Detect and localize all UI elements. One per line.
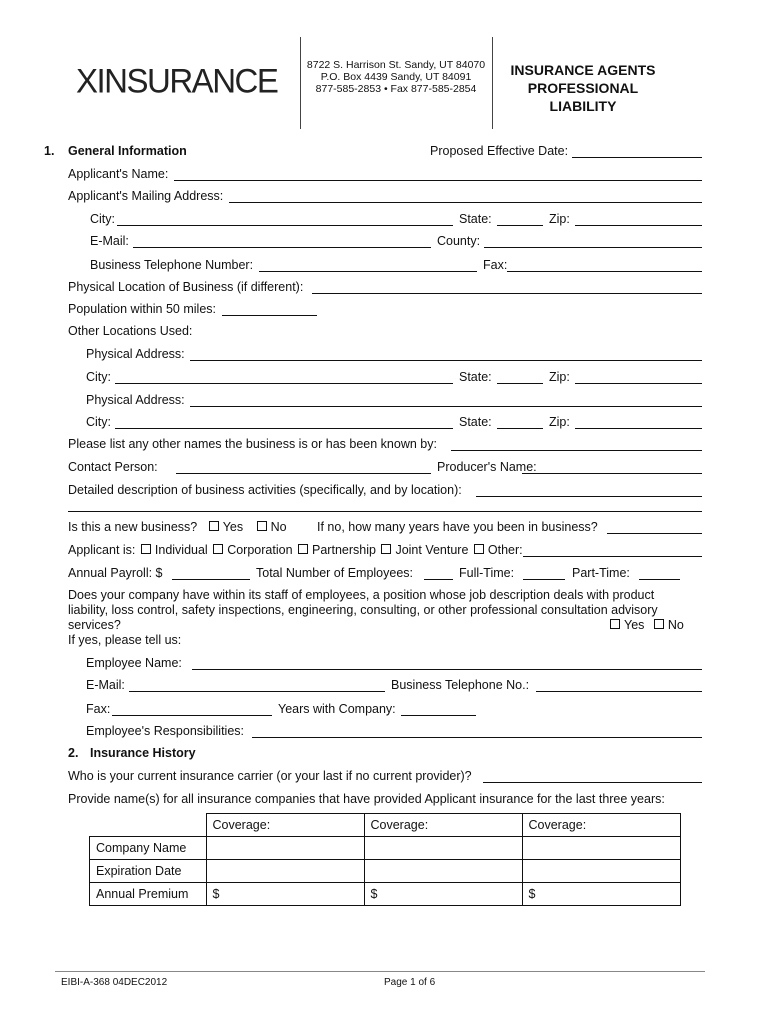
- part-time-field[interactable]: [639, 579, 680, 580]
- city-field-2[interactable]: [115, 383, 453, 384]
- table-row: [90, 837, 681, 860]
- form-id: EIBI-A-368 04DEC2012: [61, 977, 168, 988]
- city-field[interactable]: [117, 225, 453, 226]
- business-phone-no-label: Business Telephone No.:: [391, 678, 530, 692]
- total-employees-label: Total Number of Employees:: [256, 566, 414, 580]
- state-label: State:: [459, 212, 492, 226]
- physical-address-label-1: Physical Address:: [86, 347, 185, 361]
- expiration-date-cell-3[interactable]: [522, 860, 680, 883]
- population-label: Population within 50 miles:: [68, 302, 216, 316]
- company-logo: XINSURANCE: [76, 61, 278, 100]
- provide-names-label: Provide name(s) for all insurance companies that have provided Applicant insurance for the last three years:: [68, 792, 665, 806]
- physical-location-label: Physical Location of Business (if different):: [68, 280, 304, 294]
- new-business-no-label: No: [270, 520, 287, 534]
- mailing-address-label: Applicant's Mailing Address:: [68, 189, 224, 203]
- other-label: Other:: [487, 543, 523, 557]
- part-time-label: Part-Time:: [572, 566, 630, 580]
- partnership-label: Partnership: [312, 543, 376, 557]
- city-field-3[interactable]: [115, 428, 453, 429]
- table-row: [90, 883, 681, 906]
- contact-person-field[interactable]: [176, 473, 431, 474]
- contact-person-label: Contact Person:: [68, 460, 158, 474]
- staff-question-line-1: Does your company have within its staff of employees, a position whose job description deals with product: [68, 588, 655, 602]
- new-business-yes-label: Yes: [222, 520, 244, 534]
- producers-name-field[interactable]: [522, 473, 702, 474]
- section2-heading: Insurance History: [90, 746, 196, 760]
- employee-email-field[interactable]: [129, 691, 385, 692]
- zip-field-3[interactable]: [575, 428, 702, 429]
- years-in-business-label: If no, how many years have you been in business?: [317, 520, 598, 534]
- employee-fax-field[interactable]: [112, 715, 272, 716]
- coverage-header-1: Coverage:: [206, 814, 364, 837]
- coverage-header-2: Coverage:: [364, 814, 522, 837]
- state-field-2[interactable]: [497, 383, 543, 384]
- other-checkbox[interactable]: [474, 544, 484, 554]
- proposed-date-label: Proposed Effective Date:: [430, 144, 569, 158]
- expiration-date-cell-1[interactable]: [206, 860, 364, 883]
- new-business-yes-checkbox[interactable]: [209, 521, 219, 531]
- annual-payroll-field[interactable]: [172, 579, 250, 580]
- new-business-question: [68, 520, 287, 534]
- header-divider-left: [300, 37, 301, 129]
- business-phone-label: Business Telephone Number:: [90, 258, 254, 272]
- physical-location-field[interactable]: [312, 293, 702, 294]
- staff-question-options: [608, 618, 684, 632]
- address-line-1: 8722 S. Harrison St. Sandy, UT 84070: [306, 59, 486, 71]
- section1-heading: General Information: [68, 144, 187, 158]
- other-names-field[interactable]: [451, 450, 702, 451]
- years-in-business-field[interactable]: [607, 533, 702, 534]
- address-line-3: 877-585-2853 • Fax 877-585-2854: [315, 83, 477, 95]
- coverage-header-3: Coverage:: [522, 814, 680, 837]
- full-time-field[interactable]: [523, 579, 565, 580]
- state-field[interactable]: [497, 225, 543, 226]
- physical-address-field-1[interactable]: [190, 360, 702, 361]
- annual-premium-cell-2[interactable]: $: [364, 883, 522, 906]
- business-phone-field[interactable]: [259, 271, 477, 272]
- email-field[interactable]: [133, 247, 431, 248]
- zip-label-2: Zip:: [549, 370, 570, 384]
- physical-address-field-2[interactable]: [190, 406, 702, 407]
- proposed-date-field[interactable]: [572, 157, 702, 158]
- employee-email-label: E-Mail:: [86, 678, 125, 692]
- population-field[interactable]: [222, 315, 317, 316]
- annual-premium-cell-1[interactable]: $: [206, 883, 364, 906]
- individual-checkbox[interactable]: [141, 544, 151, 554]
- employee-name-label: Employee Name:: [86, 656, 182, 670]
- applicant-type-row: [68, 543, 523, 557]
- business-phone-no-field[interactable]: [536, 691, 702, 692]
- form-title: [500, 61, 666, 115]
- row-label-annual-premium: Annual Premium: [90, 883, 207, 906]
- staff-no-label: No: [667, 618, 684, 632]
- annual-premium-cell-3[interactable]: $: [522, 883, 680, 906]
- current-carrier-field[interactable]: [483, 782, 702, 783]
- row-label-company-name: Company Name: [90, 837, 207, 860]
- producers-name-label: Producer's Name:: [437, 460, 537, 474]
- zip-field-2[interactable]: [575, 383, 702, 384]
- company-name-cell-3[interactable]: [522, 837, 680, 860]
- staff-yes-label: Yes: [624, 618, 645, 632]
- years-with-company-label: Years with Company:: [278, 702, 396, 716]
- section1-number: 1.: [44, 144, 55, 158]
- row-label-expiration-date: Expiration Date: [90, 860, 207, 883]
- company-name-cell-2[interactable]: [364, 837, 522, 860]
- page-number: Page 1 of 6: [384, 977, 436, 988]
- zip-label-3: Zip:: [549, 415, 570, 429]
- staff-yes-checkbox[interactable]: [610, 619, 620, 629]
- staff-no-checkbox[interactable]: [654, 619, 664, 629]
- fax-field[interactable]: [507, 271, 702, 272]
- company-name-cell-1[interactable]: [206, 837, 364, 860]
- county-label: County:: [437, 234, 481, 248]
- staff-question-line-2: liability, loss control, safety inspections, engineering, consulting, or other professional consultation advisory: [68, 603, 658, 617]
- partnership-checkbox[interactable]: [298, 544, 308, 554]
- applicant-is-label: Applicant is:: [68, 543, 136, 557]
- applicant-name-label: Applicant's Name:: [68, 167, 169, 181]
- if-yes-label: If yes, please tell us:: [68, 633, 182, 647]
- new-business-label: Is this a new business?: [68, 520, 198, 534]
- state-label-2: State:: [459, 370, 492, 384]
- state-field-3[interactable]: [497, 428, 543, 429]
- detailed-description-field[interactable]: [476, 496, 702, 497]
- employee-responsibilities-field[interactable]: [252, 737, 702, 738]
- joint-venture-checkbox[interactable]: [381, 544, 391, 554]
- employee-responsibilities-label: Employee's Responsibilities:: [86, 724, 245, 738]
- current-carrier-label: Who is your current insurance carrier (or your last if no current provider)?: [68, 769, 472, 783]
- table-corner-cell: [90, 814, 207, 837]
- header-divider-right: [492, 37, 493, 129]
- full-time-label: Full-Time:: [459, 566, 515, 580]
- title-line-3: LIABILITY: [549, 98, 617, 114]
- email-label: E-Mail:: [90, 234, 129, 248]
- title-line-2: PROFESSIONAL: [527, 80, 639, 96]
- other-type-field[interactable]: [523, 556, 702, 557]
- county-field[interactable]: [484, 247, 702, 248]
- city-label-3: City:: [86, 415, 111, 429]
- table-row: [90, 814, 681, 837]
- state-label-3: State:: [459, 415, 492, 429]
- corporation-label: Corporation: [227, 543, 293, 557]
- staff-question-line-3: services?: [68, 618, 121, 632]
- zip-label: Zip:: [549, 212, 570, 226]
- expiration-date-cell-2[interactable]: [364, 860, 522, 883]
- physical-address-label-2: Physical Address:: [86, 393, 185, 407]
- address-line-2: P.O. Box 4439 Sandy, UT 84091: [320, 71, 472, 83]
- detailed-description-label: Detailed description of business activities (specifically, and by location):: [68, 483, 462, 497]
- city-label-2: City:: [86, 370, 111, 384]
- city-label: City:: [90, 212, 115, 226]
- individual-label: Individual: [154, 543, 208, 557]
- mailing-address-field[interactable]: [229, 202, 702, 203]
- years-with-company-field[interactable]: [401, 715, 476, 716]
- fax-label: Fax:: [483, 258, 508, 272]
- section2-number: 2.: [68, 746, 79, 760]
- joint-venture-label: Joint Venture: [395, 543, 469, 557]
- zip-field[interactable]: [575, 225, 702, 226]
- employee-fax-label: Fax:: [86, 702, 111, 716]
- company-address: [306, 59, 486, 95]
- total-employees-field[interactable]: [424, 579, 453, 580]
- detailed-description-field-2[interactable]: [68, 511, 702, 512]
- other-locations-label: Other Locations Used:: [68, 324, 193, 338]
- insurance-history-table: [89, 813, 681, 906]
- corporation-checkbox[interactable]: [213, 544, 223, 554]
- footer-rule: [55, 971, 705, 972]
- new-business-no-checkbox[interactable]: [257, 521, 267, 531]
- employee-name-field[interactable]: [192, 669, 702, 670]
- applicant-name-field[interactable]: [174, 180, 702, 181]
- table-row: [90, 860, 681, 883]
- other-names-label: Please list any other names the business is or has been known by:: [68, 437, 437, 451]
- annual-payroll-label: Annual Payroll: $: [68, 566, 163, 580]
- title-line-1: INSURANCE AGENTS: [510, 62, 656, 78]
